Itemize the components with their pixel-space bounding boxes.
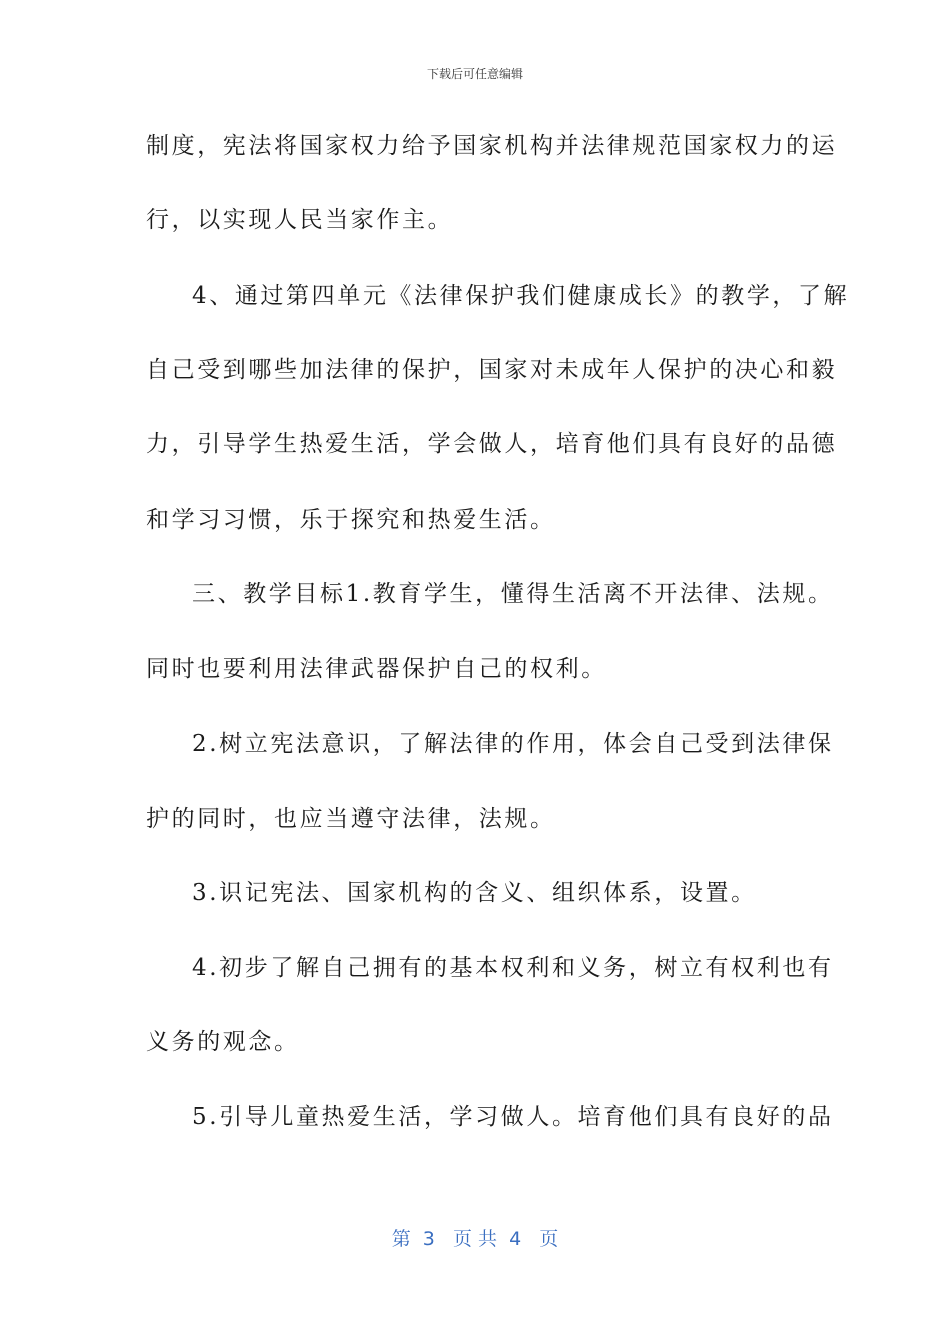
body-text-line: 和学习习惯，乐于探究和热爱生活。	[146, 507, 556, 533]
body-text-line: 4、通过第四单元《法律保护我们健康成长》的教学，了解	[192, 283, 850, 309]
body-text-line: 义务的观念。	[146, 1029, 300, 1055]
body-text-line: 3.识记宪法、国家机构的含义、组织体系，设置。	[192, 880, 757, 906]
page-number-footer: 第 3 页 共 4 页	[391, 1228, 559, 1250]
body-text-line: 护的同时，也应当遵守法律，法规。	[146, 806, 556, 832]
body-text-line: 2.树立宪法意识，了解法律的作用，体会自己受到法律保	[192, 731, 834, 757]
body-text-line: 制度，宪法将国家权力给予国家机构并法律规范国家权力的运	[146, 133, 838, 159]
body-text-line: 三、教学目标1.教育学生，懂得生活离不开法律、法规。	[192, 581, 834, 607]
body-text-line: 行，以实现人民当家作主。	[146, 207, 454, 233]
body-text-line: 同时也要利用法律武器保护自己的权利。	[146, 656, 607, 682]
body-text-line: 自己受到哪些加法律的保护，国家对未成年人保护的决心和毅	[146, 357, 838, 383]
body-text-line: 力，引导学生热爱生活，学会做人，培育他们具有良好的品德	[146, 431, 838, 457]
body-text-line: 5.引导儿童热爱生活，学习做人。培育他们具有良好的品	[192, 1104, 834, 1130]
body-text-line: 4.初步了解自己拥有的基本权利和义务，树立有权利也有	[192, 955, 834, 981]
page-header: 下载后可任意编辑	[426, 67, 523, 81]
